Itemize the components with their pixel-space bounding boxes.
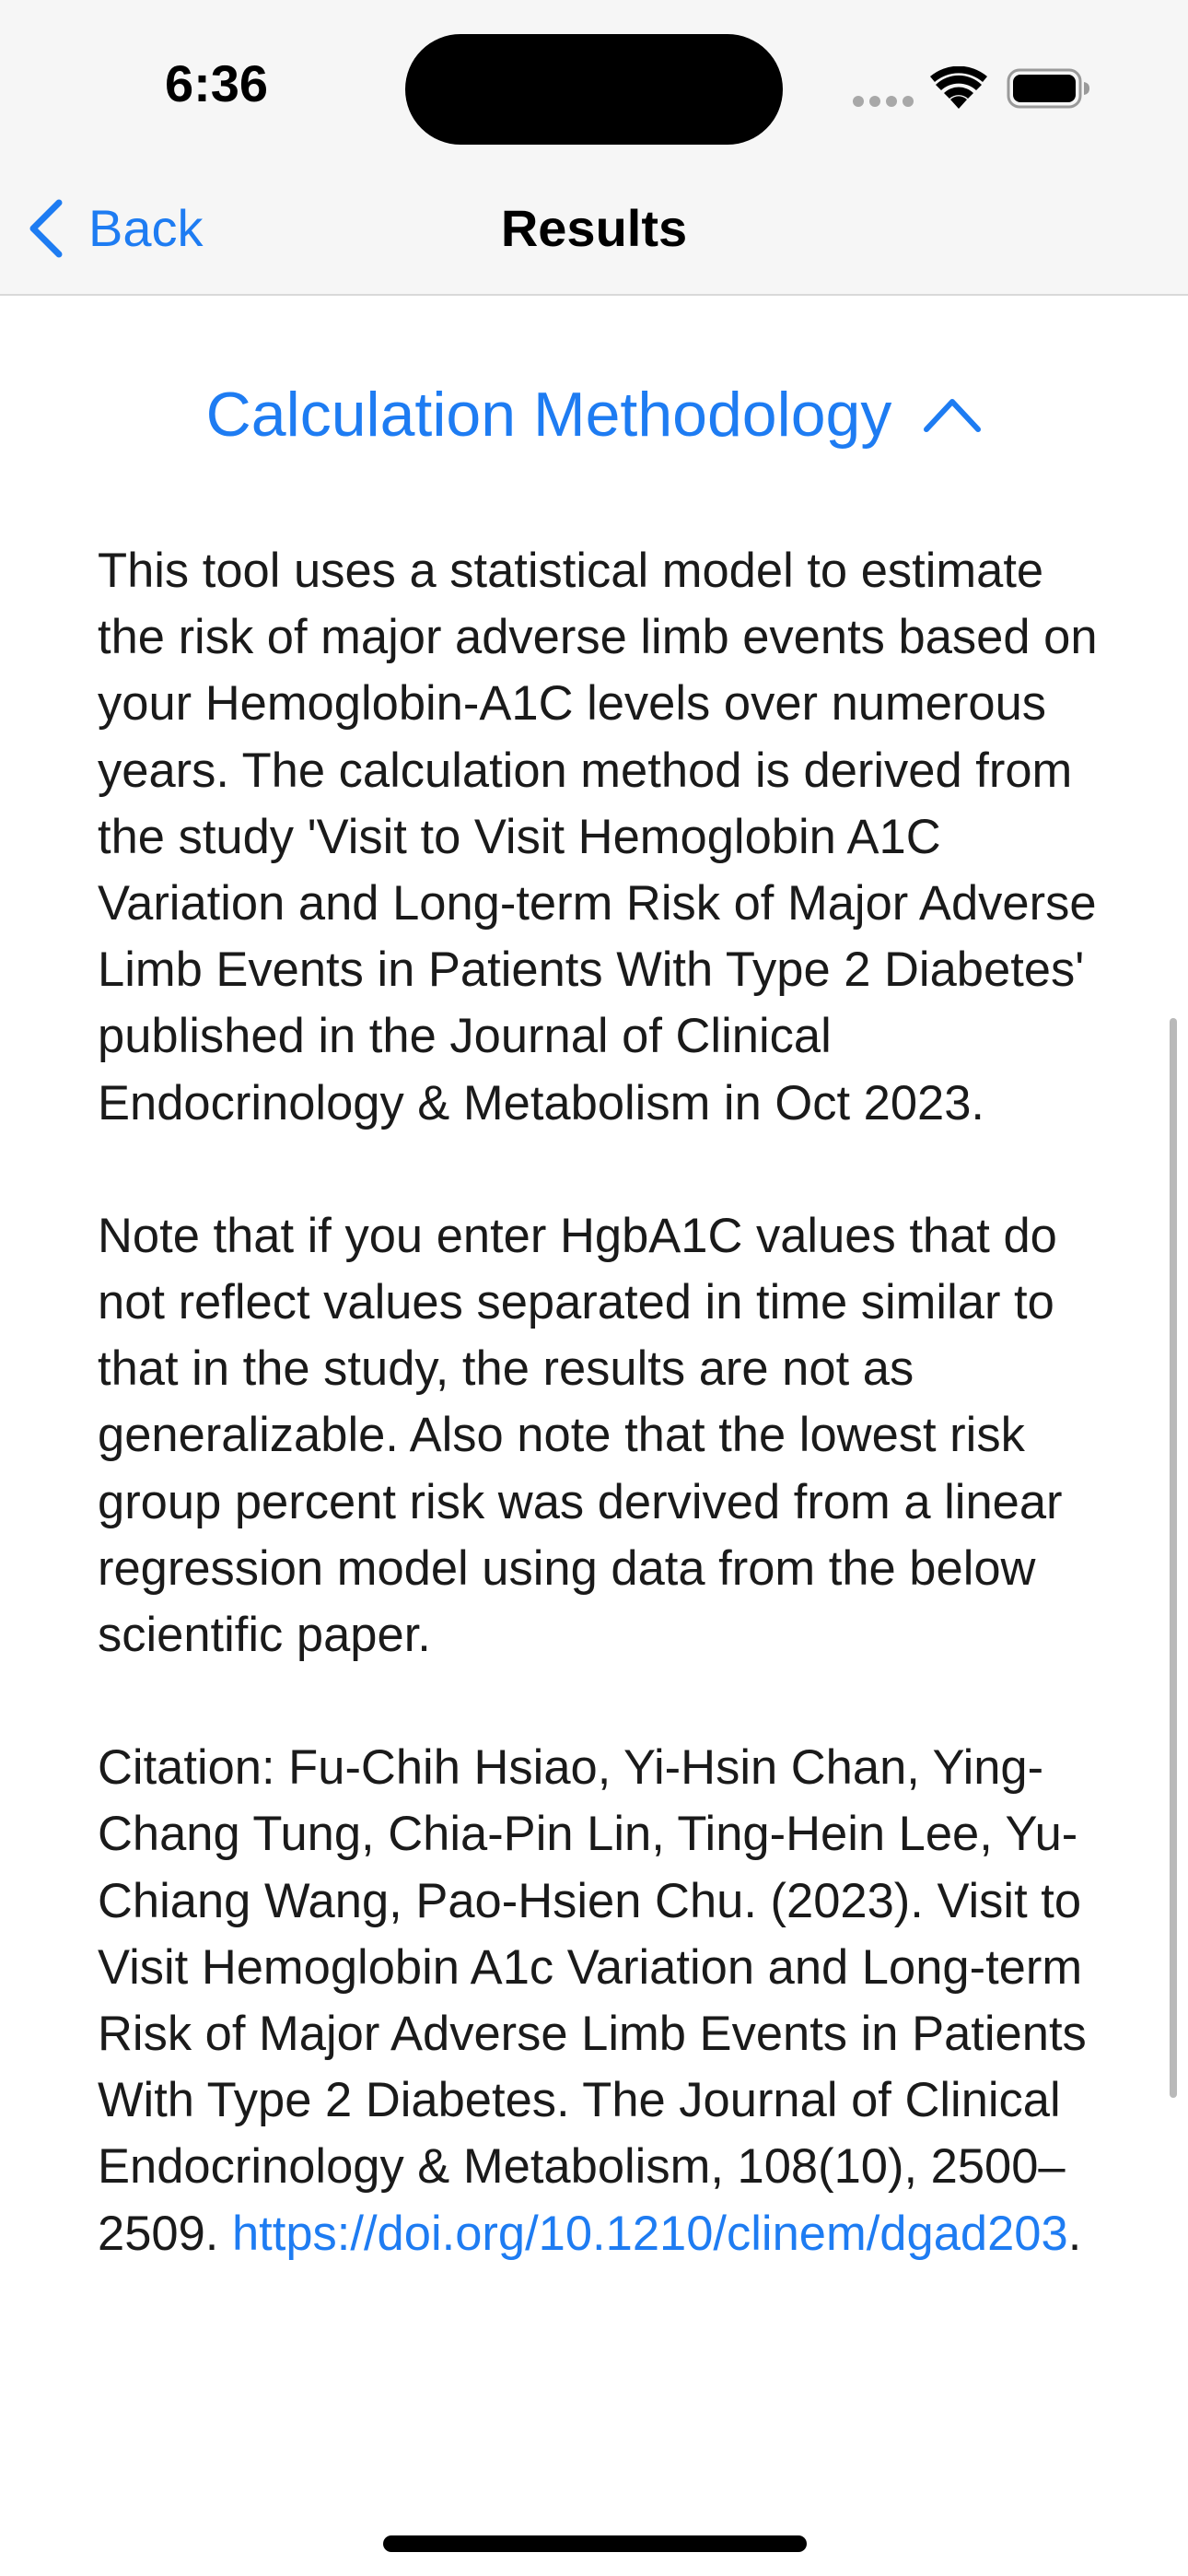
doi-link[interactable]: https://doi.org/10.1210/clinem/dgad203: [231, 2206, 1068, 2261]
chevron-up-icon: [923, 396, 982, 433]
note-paragraph: Note that if you enter HgbA1C values that do not reflect values separated in time similar to that in the study, the results are not as generalizable. Also note that the lowest risk group percent risk was dervived from a linear regression model using data from the below scientific paper.: [98, 1208, 1063, 1663]
status-time: 6:36: [164, 54, 269, 112]
chevron-left-icon: [26, 199, 66, 258]
scrollbar[interactable]: [1170, 1018, 1177, 2098]
home-indicator[interactable]: [383, 2535, 807, 2552]
back-button-label: Back: [88, 199, 204, 257]
citation-paragraph: [98, 1735, 1101, 2267]
battery-icon: [1007, 68, 1091, 109]
citation-text: Citation: Fu-Chih Hsiao, Yi-Hsin Chan, Ying-Chang Tung, Chia-Pin Lin, Ting-Hein Lee, Yu-Chiang Wang, Pao-Hsien Chu. (2023). Visit to Visit Hemoglobin A1c Variation and Long-term Risk of Major Adverse Limb Events in Patients With Type 2 Diabetes. The Journal of Clinical Endocrinology & Metabolism, 108(10), 2500–2509.: [98, 1740, 1087, 2261]
page-title: Results: [500, 199, 688, 257]
back-button[interactable]: [26, 195, 204, 262]
header-area: [0, 0, 1188, 296]
calculation-methodology-toggle[interactable]: [0, 369, 1188, 461]
citation-end: .: [1067, 2206, 1082, 2261]
section-toggle-label: Calculation Methodology: [205, 380, 892, 450]
wifi-icon: [930, 66, 987, 111]
dynamic-island: [405, 34, 783, 145]
methodology-text: [98, 538, 1101, 2267]
methodology-paragraph: This tool uses a statistical model to estimate the risk of major adverse limb events based on your Hemoglobin-A1C levels over numerous years. The calculation method is derived from the study 'Visit to Visit Hemoglobin A1C Variation and Long-term Risk of Major Adverse Limb Events in Patients With Type 2 Diabetes' published in the Journal of Clinical Endocrinology & Metabolism in Oct 2023.: [98, 544, 1098, 1130]
signal-dots-icon: [852, 95, 916, 108]
